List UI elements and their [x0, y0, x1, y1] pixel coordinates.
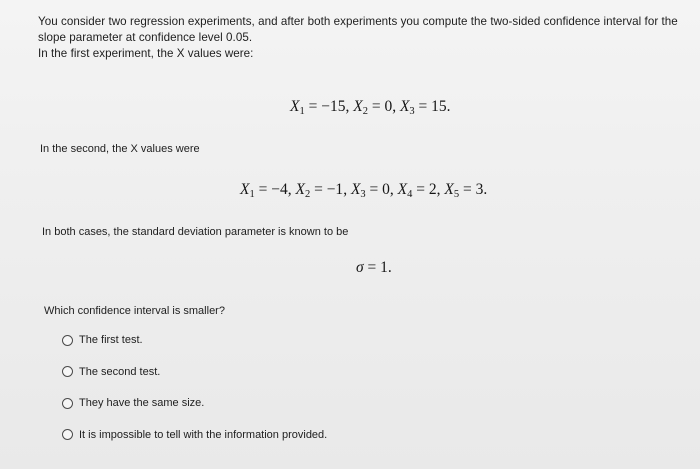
experiment1-equation: $X_1 = -15$, $X_2 = 0$, $X_3 = 15$. [290, 98, 451, 117]
option-same-size[interactable] [62, 395, 462, 411]
sigma-label: In both cases, the standard deviation parameter is known to be [42, 226, 349, 238]
option-label: It is impossible to tell with the information provided. [79, 428, 328, 441]
equation-end: . [483, 181, 488, 198]
equation-end: . [446, 98, 451, 115]
x-var: X [397, 181, 408, 198]
option-label: The second test. [79, 365, 161, 378]
option-first-test[interactable] [62, 332, 462, 348]
x-subscript: 4 [407, 189, 413, 200]
option-label: The first test. [79, 334, 143, 346]
radio-button[interactable] [62, 366, 73, 377]
first-experiment-label: In the first experiment, the X values were: [38, 47, 254, 60]
x-value: −4 [271, 181, 288, 198]
x-value: 0 [384, 98, 393, 115]
x-value: −15 [321, 98, 346, 115]
experiment2-equation: $X_1 = -4$, $X_2 = -1$, $X_3 = 0$, $X_4 = 2$, $X_5 = 3$. [240, 181, 488, 200]
x-var: X [444, 181, 454, 198]
sigma-value: 1 [380, 259, 388, 276]
x-value: 3 [475, 181, 484, 198]
x-var: X [350, 181, 361, 198]
x-var: X [240, 181, 250, 198]
sigma-equation: σ = 1. [356, 259, 392, 276]
x-var: X [399, 98, 410, 115]
sigma-symbol: σ [356, 259, 364, 276]
radio-button[interactable] [62, 398, 73, 409]
x-var: X [353, 98, 363, 115]
x-var: X [295, 181, 305, 198]
radio-button[interactable] [62, 429, 73, 440]
intro-text: You consider two regression experiments, and after both experiments you compute the two-sided confidence interval for the slope parameter at confidence level 0.05. [38, 15, 678, 44]
option-label: They have the same size. [79, 397, 205, 409]
x-subscript: 2 [304, 189, 311, 200]
x-subscript: 2 [362, 106, 368, 117]
x-subscript: 3 [409, 106, 415, 117]
equation-end: . [387, 259, 392, 276]
radio-button[interactable] [62, 335, 73, 346]
option-second-test[interactable] [62, 364, 462, 380]
x-subscript: 3 [360, 189, 366, 200]
second-experiment-label: In the second, the X values were [40, 143, 200, 155]
x-subscript: 1 [299, 106, 305, 117]
question-text: Which confidence interval is smaller? [44, 305, 225, 317]
x-value: 2 [428, 181, 437, 198]
x-value: 15 [431, 98, 447, 115]
x-subscript: 1 [249, 189, 255, 200]
x-var: X [290, 98, 300, 115]
answer-options [62, 332, 462, 458]
option-impossible-to-tell[interactable] [62, 427, 462, 443]
x-value: 0 [382, 181, 390, 198]
x-subscript: 5 [453, 189, 460, 200]
x-value: −1 [326, 181, 344, 198]
problem-intro [38, 14, 688, 62]
